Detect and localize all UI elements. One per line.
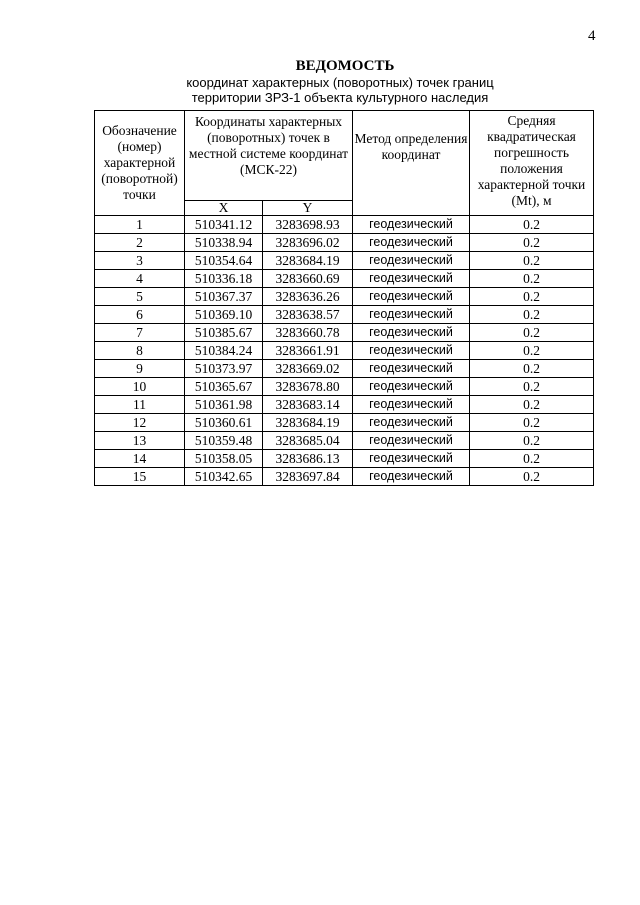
cell-error: 0.2 [470,378,594,396]
cell-error: 0.2 [470,216,594,234]
column-header-x: X [185,201,263,216]
cell-method: геодезический [353,288,470,306]
cell-method: геодезический [353,216,470,234]
cell-error: 0.2 [470,288,594,306]
cell-error: 0.2 [470,306,594,324]
cell-method: геодезический [353,432,470,450]
page-number: 4 [588,28,596,44]
column-header-method: Метод определения координат [353,111,470,216]
cell-y-coordinate: 3283660.69 [263,270,353,288]
cell-x-coordinate: 510384.24 [185,342,263,360]
column-header-y: Y [263,201,353,216]
cell-point-number: 1 [95,216,185,234]
cell-y-coordinate: 3283638.57 [263,306,353,324]
cell-method: геодезический [353,270,470,288]
cell-method: геодезический [353,468,470,486]
column-header-coordinates: Координаты характерных (поворотных) точек в местной системе координат (МСК-22) [185,111,353,201]
column-header-error: Средняя квадратическая погрешность положения характерной точки (Mt), м [470,111,594,216]
cell-point-number: 12 [95,414,185,432]
cell-method: геодезический [353,396,470,414]
cell-y-coordinate: 3283660.78 [263,324,353,342]
cell-error: 0.2 [470,234,594,252]
cell-error: 0.2 [470,468,594,486]
cell-method: геодезический [353,414,470,432]
cell-point-number: 13 [95,432,185,450]
cell-y-coordinate: 3283686.13 [263,450,353,468]
cell-y-coordinate: 3283669.02 [263,360,353,378]
cell-method: геодезический [353,234,470,252]
cell-method: геодезический [353,324,470,342]
table-row [95,342,594,360]
cell-y-coordinate: 3283696.02 [263,234,353,252]
cell-method: геодезический [353,306,470,324]
cell-error: 0.2 [470,396,594,414]
table-row [95,396,594,414]
cell-error: 0.2 [470,450,594,468]
cell-x-coordinate: 510358.05 [185,450,263,468]
cell-x-coordinate: 510341.12 [185,216,263,234]
cell-y-coordinate: 3283684.19 [263,414,353,432]
cell-point-number: 11 [95,396,185,414]
cell-error: 0.2 [470,360,594,378]
cell-point-number: 5 [95,288,185,306]
cell-point-number: 3 [95,252,185,270]
cell-y-coordinate: 3283661.91 [263,342,353,360]
cell-point-number: 8 [95,342,185,360]
cell-error: 0.2 [470,324,594,342]
cell-y-coordinate: 3283636.26 [263,288,353,306]
document-header [0,58,640,105]
table-header [95,111,594,216]
cell-y-coordinate: 3283684.19 [263,252,353,270]
table-row [95,432,594,450]
cell-y-coordinate: 3283698.93 [263,216,353,234]
cell-method: геодезический [353,378,470,396]
cell-x-coordinate: 510373.97 [185,360,263,378]
table-row [95,360,594,378]
cell-point-number: 15 [95,468,185,486]
cell-x-coordinate: 510367.37 [185,288,263,306]
cell-point-number: 2 [95,234,185,252]
cell-y-coordinate: 3283697.84 [263,468,353,486]
table-row [95,324,594,342]
table-row [95,216,594,234]
cell-x-coordinate: 510361.98 [185,396,263,414]
cell-method: геодезический [353,360,470,378]
cell-error: 0.2 [470,342,594,360]
cell-x-coordinate: 510369.10 [185,306,263,324]
document-title: ВЕДОМОСТЬ [295,58,395,74]
cell-point-number: 14 [95,450,185,468]
table-row [95,234,594,252]
table-body [95,216,594,486]
cell-y-coordinate: 3283685.04 [263,432,353,450]
cell-x-coordinate: 510365.67 [185,378,263,396]
table-row [95,378,594,396]
document-subtitle-line-1: координат характерных (поворотных) точек границ [186,75,494,90]
cell-method: геодезический [353,252,470,270]
cell-x-coordinate: 510338.94 [185,234,263,252]
cell-y-coordinate: 3283683.14 [263,396,353,414]
cell-x-coordinate: 510342.65 [185,468,263,486]
table-row [95,306,594,324]
cell-x-coordinate: 510360.61 [185,414,263,432]
cell-error: 0.2 [470,414,594,432]
table-row [95,270,594,288]
cell-x-coordinate: 510385.67 [185,324,263,342]
cell-error: 0.2 [470,252,594,270]
table-row [95,450,594,468]
cell-point-number: 10 [95,378,185,396]
cell-point-number: 4 [95,270,185,288]
coordinates-table [94,110,594,486]
cell-method: геодезический [353,342,470,360]
cell-point-number: 9 [95,360,185,378]
cell-method: геодезический [353,450,470,468]
column-header-point: Обозначение (номер) характерной (поворотной) точки [95,111,185,216]
cell-x-coordinate: 510354.64 [185,252,263,270]
table-row [95,414,594,432]
cell-error: 0.2 [470,432,594,450]
table-row [95,252,594,270]
cell-error: 0.2 [470,270,594,288]
cell-x-coordinate: 510336.18 [185,270,263,288]
cell-y-coordinate: 3283678.80 [263,378,353,396]
cell-point-number: 7 [95,324,185,342]
cell-point-number: 6 [95,306,185,324]
table-row [95,468,594,486]
document-subtitle-line-2: территории ЗРЗ-1 объекта культурного наследия [191,90,489,105]
cell-x-coordinate: 510359.48 [185,432,263,450]
table-row [95,288,594,306]
